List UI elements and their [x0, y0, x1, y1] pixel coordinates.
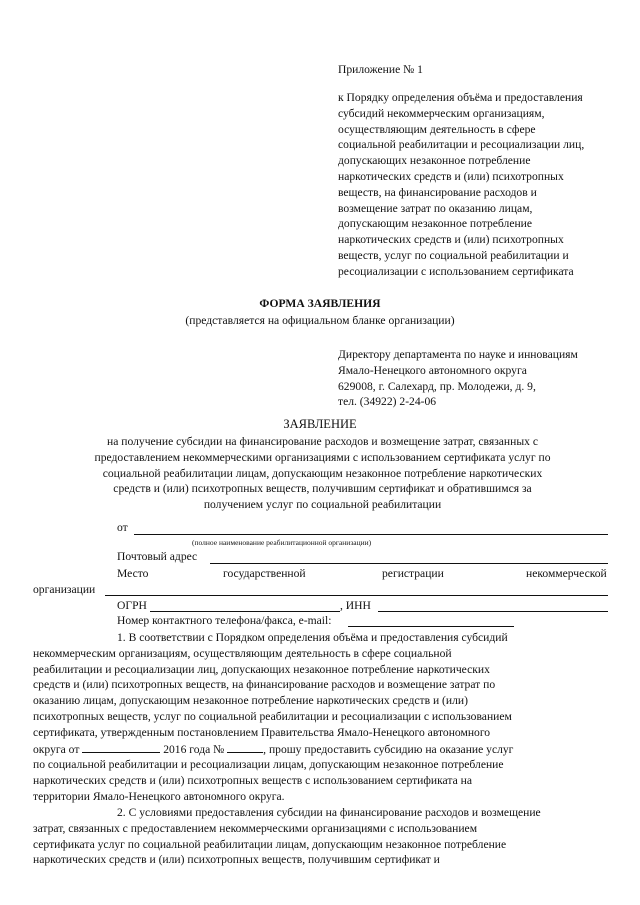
para-line: оказанию лицам, допускающим незаконное потребление наркотических средств и (или) — [33, 694, 468, 708]
annex-line: наркотических средств и (или) психотропных — [338, 233, 564, 247]
annex-line: допускающим незаконное потребление — [338, 217, 533, 231]
annex-line: социальной реабилитации и ресоциализации лиц, — [338, 138, 585, 152]
registration-word: регистрации — [382, 567, 444, 580]
paragraph-1 — [33, 630, 608, 805]
para-line: затрат, связанных с предоставлением некоммерческими организациями с использованием — [33, 821, 478, 835]
addressee-line: 629008, г. Салехард, пр. Молодежи, д. 9, — [338, 379, 536, 393]
inn-label: , ИНН — [340, 599, 371, 612]
application-heading: ЗАЯВЛЕНИЕ — [283, 417, 357, 431]
from-line[interactable] — [134, 534, 608, 535]
from-label: от — [117, 521, 128, 534]
paragraph-2 — [33, 805, 608, 868]
registration-word: некоммерческой — [526, 567, 607, 580]
subject-line: предоставлением некоммерческими организациями с использованием сертификата услуг по — [94, 450, 551, 464]
annex-text — [338, 90, 623, 280]
subject-line: на получение субсидии на финансирование расходов и возмещение затрат, связанных с — [107, 435, 538, 448]
contact-line[interactable] — [348, 626, 514, 627]
application-subject — [60, 434, 585, 513]
para-line: средств и (или) психотропных веществ, на финансирование расходов и возмещение затрат по — [33, 678, 496, 692]
para-line: сертификата услуг по социальной реабилитации лицам, допускающим незаконное потребление — [33, 837, 507, 851]
organization-label: организации — [33, 583, 96, 596]
subject-line: получением услуг по социальной реабилитации — [203, 498, 442, 512]
date-suffix: , прошу предоставить субсидию на оказание услуг — [263, 742, 514, 756]
ogrn-line[interactable] — [150, 611, 340, 612]
subject-line: средств и (или) психотропных веществ, получившим сертификат и обратившимся за — [113, 482, 532, 496]
organization-line[interactable] — [105, 595, 608, 596]
contact-label: Номер контактного телефона/факса, e-mail: — [117, 614, 332, 627]
form-title: ФОРМА ЗАЯВЛЕНИЯ — [259, 297, 381, 310]
annex-line: веществ, на финансирование расходов и — [338, 185, 537, 199]
date-prefix: округа от — [33, 742, 80, 756]
addressee-line: Ямало-Ненецкого автономного округа — [338, 363, 527, 377]
date-blank[interactable] — [82, 741, 160, 753]
annex-line: осуществляющим деятельность в сфере — [338, 122, 536, 136]
annex-line: к Порядку определения объёма и предоставления — [338, 91, 583, 104]
annex-line: субсидий некоммерческим организациям, — [338, 106, 545, 120]
para-line: некоммерческим организациям, осуществляющим деятельность в сфере социальной — [33, 646, 452, 660]
number-blank[interactable] — [227, 741, 263, 753]
para-line: наркотических средств и (или) психотропных веществ с использованием сертификата на — [33, 774, 472, 788]
annex-line: наркотических средств и (или) психотропных — [338, 169, 564, 183]
registration-word: Место — [117, 567, 149, 580]
para-line: реабилитации и ресоциализации лиц, допускающих незаконное потребление наркотических — [33, 662, 490, 676]
addressee-line: тел. (34922) 2-24-06 — [338, 395, 437, 409]
annex-line: допускающих незаконное потребление — [338, 154, 531, 168]
registration-word: государственной — [223, 567, 306, 580]
para-date-line — [33, 741, 608, 758]
annex-line: ресоциализации с использованием сертификата — [338, 264, 574, 278]
form-subtitle: (представляется на официальном бланке организации) — [185, 314, 455, 327]
inn-line[interactable] — [378, 611, 608, 612]
annex-title: Приложение № 1 — [338, 63, 423, 76]
postal-line[interactable] — [210, 563, 608, 564]
date-mid: 2016 года № — [163, 742, 225, 756]
annex-line: веществ, услуг по социальной реабилитации и — [338, 248, 569, 262]
postal-label: Почтовый адрес — [117, 550, 198, 563]
subject-line: социальной реабилитации лицам, допускающим незаконное потребление наркотических — [102, 466, 543, 480]
addressee-line: Директору департамента по науке и инновациям — [338, 348, 578, 361]
ogrn-label: ОГРН — [117, 599, 147, 612]
para-line: наркотических средств и (или) психотропных веществ, получившим сертификат и — [33, 853, 440, 867]
from-hint: (полное наименование реабилитационной организации) — [192, 538, 372, 547]
para-line: по социальной реабилитации и ресоциализации лицам, допускающим незаконное потребление — [33, 758, 504, 772]
para-line: 1. В соответствии с Порядком определения объёма и предоставления субсидий — [117, 631, 508, 644]
para-line: 2. С условиями предоставления субсидии на финансирование расходов и возмещение — [117, 806, 541, 819]
addressee-block — [338, 347, 628, 410]
annex-line: возмещение затрат по оказанию лицам, — [338, 201, 533, 215]
para-line: территории Ямало-Ненецкого автономного округа. — [33, 789, 285, 803]
para-line: сертификата, утвержденным постановлением Правительства Ямало-Ненецкого автономного — [33, 725, 491, 739]
para-line: психотропных веществ, услуг по социальной реабилитации и ресоциализации с использованием — [33, 709, 512, 723]
